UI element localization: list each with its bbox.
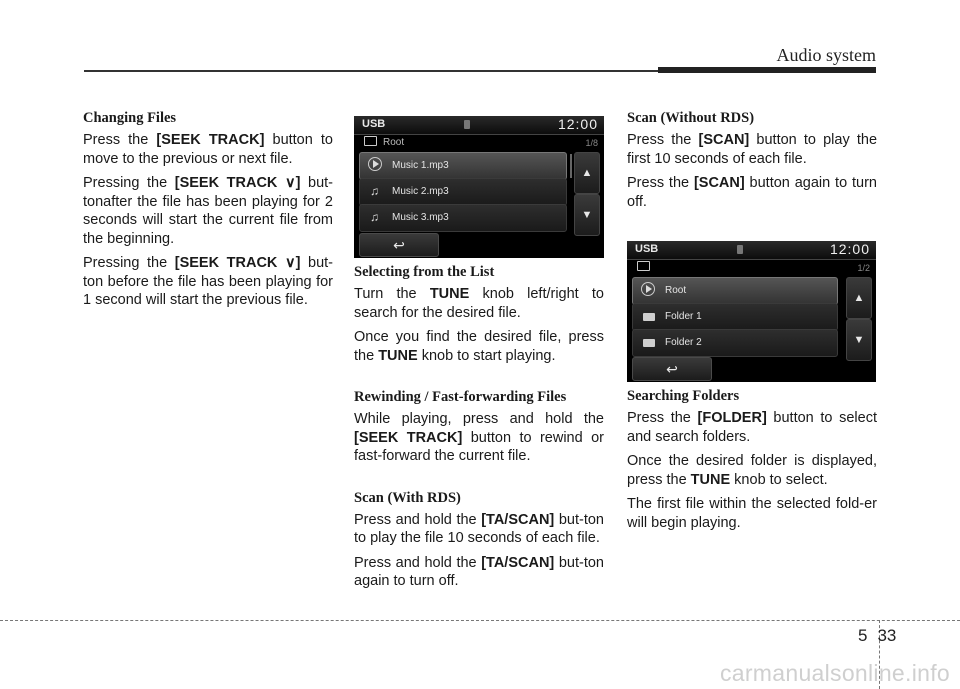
heading-searching-folders: Searching Folders	[627, 388, 740, 404]
scrollbar[interactable]	[570, 154, 572, 178]
screen-status-bar	[354, 116, 604, 135]
heading-changing-files: Changing Files	[83, 110, 177, 126]
scroll-up-button[interactable]: ▲	[574, 152, 600, 194]
folder-icon	[364, 136, 377, 146]
screen-status-bar	[627, 241, 876, 260]
scroll-down-button[interactable]: ▼	[574, 194, 600, 236]
play-circle-icon	[641, 282, 655, 296]
usb-icon	[464, 120, 470, 129]
paragraph: Press and hold the [TA/SCAN] but-ton again to turn off.	[354, 554, 604, 589]
list-item[interactable]: ♫ Music 3.mp3	[359, 204, 567, 232]
folder-icon	[643, 339, 655, 347]
column-1	[83, 110, 333, 316]
page-number: 5 33	[858, 626, 897, 645]
paragraph: Press the [SEEK TRACK] button to move to the previous or next file.	[83, 132, 334, 167]
list-item[interactable]: ♫ Music 2.mp3	[359, 178, 567, 206]
screen-title: USB	[635, 243, 659, 255]
usb-folder-screen	[627, 241, 876, 382]
list-item[interactable]: Music 1.mp3	[359, 152, 567, 180]
page-indicator: 1/8	[585, 138, 598, 148]
paragraph: Press the [FOLDER] button to select and search folders.	[627, 410, 877, 445]
list-item[interactable]: Folder 2	[632, 329, 838, 357]
paragraph: Turn the TUNE knob left/right to search for the desired file.	[354, 286, 604, 321]
paragraph: Press and hold the [TA/SCAN] but-ton to play the file 10 seconds of each file.	[354, 511, 604, 546]
paragraph: While playing, press and hold the [SEEK TRACK] button to rewind or fast-forward the current file.	[354, 411, 604, 464]
back-button[interactable]: ↩	[632, 357, 712, 381]
paragraph: Once you find the desired file, press the TUNE knob to start playing.	[354, 329, 604, 364]
music-note-icon: ♫	[370, 184, 379, 198]
paragraph: Press the [SCAN] button to play the first 10 seconds of each file.	[627, 132, 878, 167]
scroll-down-button[interactable]: ▼	[846, 319, 872, 361]
header-rule-thick	[658, 67, 876, 73]
music-note-icon: ♫	[370, 210, 379, 224]
folder-icon	[643, 313, 655, 321]
heading-scan-rds: Scan (With RDS)	[354, 489, 461, 506]
paragraph: The first file within the selected fold-er will begin playing.	[627, 496, 877, 531]
folder-path	[637, 261, 656, 273]
footer-rule	[0, 620, 960, 621]
paragraph: Press the [SCAN] button again to turn off.	[627, 175, 877, 210]
folder-icon	[637, 261, 650, 271]
column-2	[354, 116, 604, 597]
watermark: carmanualsonline.info	[719, 660, 950, 686]
screen-clock: 12:00	[829, 241, 870, 257]
heading-selecting: Selecting from the List	[354, 264, 495, 280]
list-item[interactable]: Folder 1	[632, 303, 838, 331]
screen-title: USB	[362, 118, 386, 130]
folder-path: Root	[364, 136, 404, 148]
usb-icon	[737, 245, 743, 254]
header-rule-thin	[84, 70, 660, 72]
screen-clock: 12:00	[557, 116, 598, 132]
list-item[interactable]: Root	[632, 277, 838, 305]
page-header-title: Audio system	[776, 45, 876, 65]
heading-rewind: Rewinding / Fast-forwarding Files	[354, 389, 567, 405]
column-3	[627, 110, 877, 538]
paragraph: Once the desired folder is displayed, press the TUNE knob to select.	[627, 453, 877, 488]
play-circle-icon	[368, 157, 382, 171]
usb-file-list-screen	[354, 116, 604, 258]
heading-scan-no-rds: Scan (Without RDS)	[627, 110, 755, 126]
page-indicator: 1/2	[857, 263, 870, 273]
scroll-up-button[interactable]: ▲	[846, 277, 872, 319]
paragraph: Pressing the [SEEK TRACK ∨] but-tonafter the file has been playing for 2 seconds will start the current file from the beginning.	[83, 175, 333, 247]
paragraph: Pressing the [SEEK TRACK ∨] but-ton before the file has been playing for 1 second will start the previous file.	[83, 255, 333, 308]
back-button[interactable]: ↩	[359, 233, 439, 257]
